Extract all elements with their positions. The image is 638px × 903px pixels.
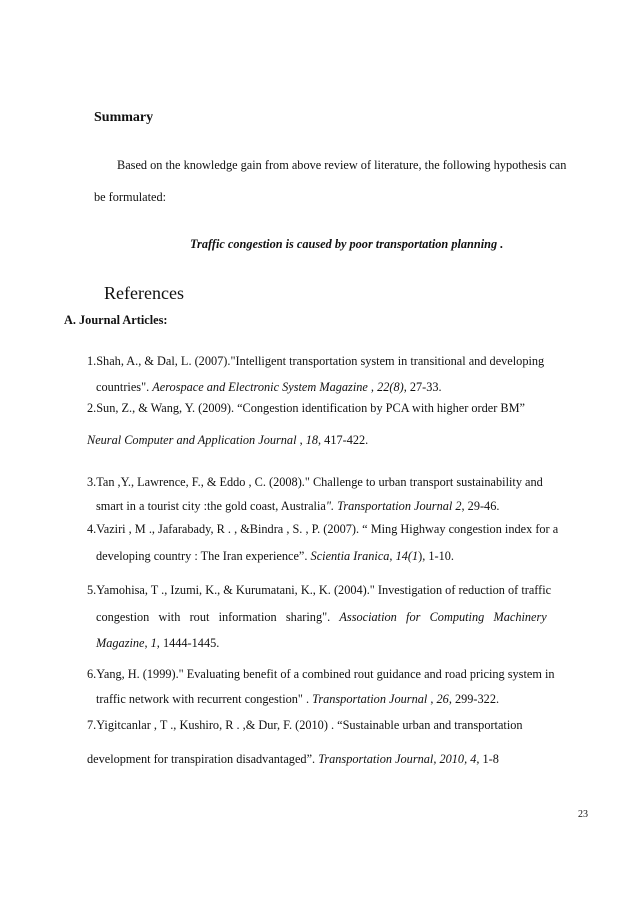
reference-1-line-2: countries". Aerospace and Electronic System Magazine , 22(8), 27-33. bbox=[96, 380, 442, 394]
reference-6-line-1: 6.Yang, H. (1999)." Evaluating benefit of a combined rout guidance and road pricing system in bbox=[87, 667, 555, 681]
reference-3-line-2: smart in a tourist city :the gold coast, Australia". Transportation Journal 2, 29-46. bbox=[96, 499, 500, 513]
reference-4-line-1: 4.Vaziri , M ., Jafarabady, R . , &Bindra , S. , P. (2007). “ Ming Highway congestion index for a bbox=[87, 522, 559, 536]
reference-7-line-2: development for transpiration disadvantaged”. Transportation Journal, 2010, 4, 1-8 bbox=[87, 752, 499, 766]
journal-articles-subheading: A. Journal Articles: bbox=[64, 313, 168, 327]
summary-paragraph-line-2: be formulated: bbox=[94, 190, 167, 204]
reference-1-line-1: 1.Shah, A., & Dal, L. (2007)."Intelligent transportation system in transitional and developing bbox=[87, 354, 545, 368]
reference-3-line-1: 3.Tan ,Y., Lawrence, F., & Eddo , C. (2008)." Challenge to urban transport sustainability and bbox=[87, 475, 543, 489]
reference-5-line-2: congestion with rout information sharing". Association for Computing Machinery bbox=[96, 610, 547, 624]
reference-6-line-2: traffic network with recurrent congestion" . Transportation Journal , 26, 299-322. bbox=[96, 692, 500, 706]
reference-4-line-2: developing country : The Iran experience”. Scientia Iranica, 14(1), 1-10. bbox=[96, 549, 454, 563]
reference-7-line-1: 7.Yigitcanlar , T ., Kushiro, R . ,& Dur, F. (2010) . “Sustainable urban and transportation bbox=[87, 718, 523, 732]
hypothesis-statement: Traffic congestion is caused by poor transportation planning . bbox=[190, 237, 504, 251]
reference-5-line-3: Magazine, 1, 1444-1445. bbox=[96, 636, 220, 650]
page-number: 23 bbox=[578, 809, 588, 820]
reference-5-line-1: 5.Yamohisa, T ., Izumi, K., & Kurumatani, K., K. (2004)." Investigation of reduction of traffic bbox=[87, 583, 552, 597]
summary-heading: Summary bbox=[94, 110, 154, 125]
summary-paragraph-line-1: Based on the knowledge gain from above review of literature, the following hypothesis can bbox=[117, 158, 567, 172]
reference-2-line-1: 2.Sun, Z., & Wang, Y. (2009). “Congestion identification by PCA with higher order BM” bbox=[87, 401, 526, 415]
reference-2-line-2: Neural Computer and Application Journal , 18, 417-422. bbox=[87, 433, 369, 447]
references-heading: References bbox=[104, 283, 184, 303]
